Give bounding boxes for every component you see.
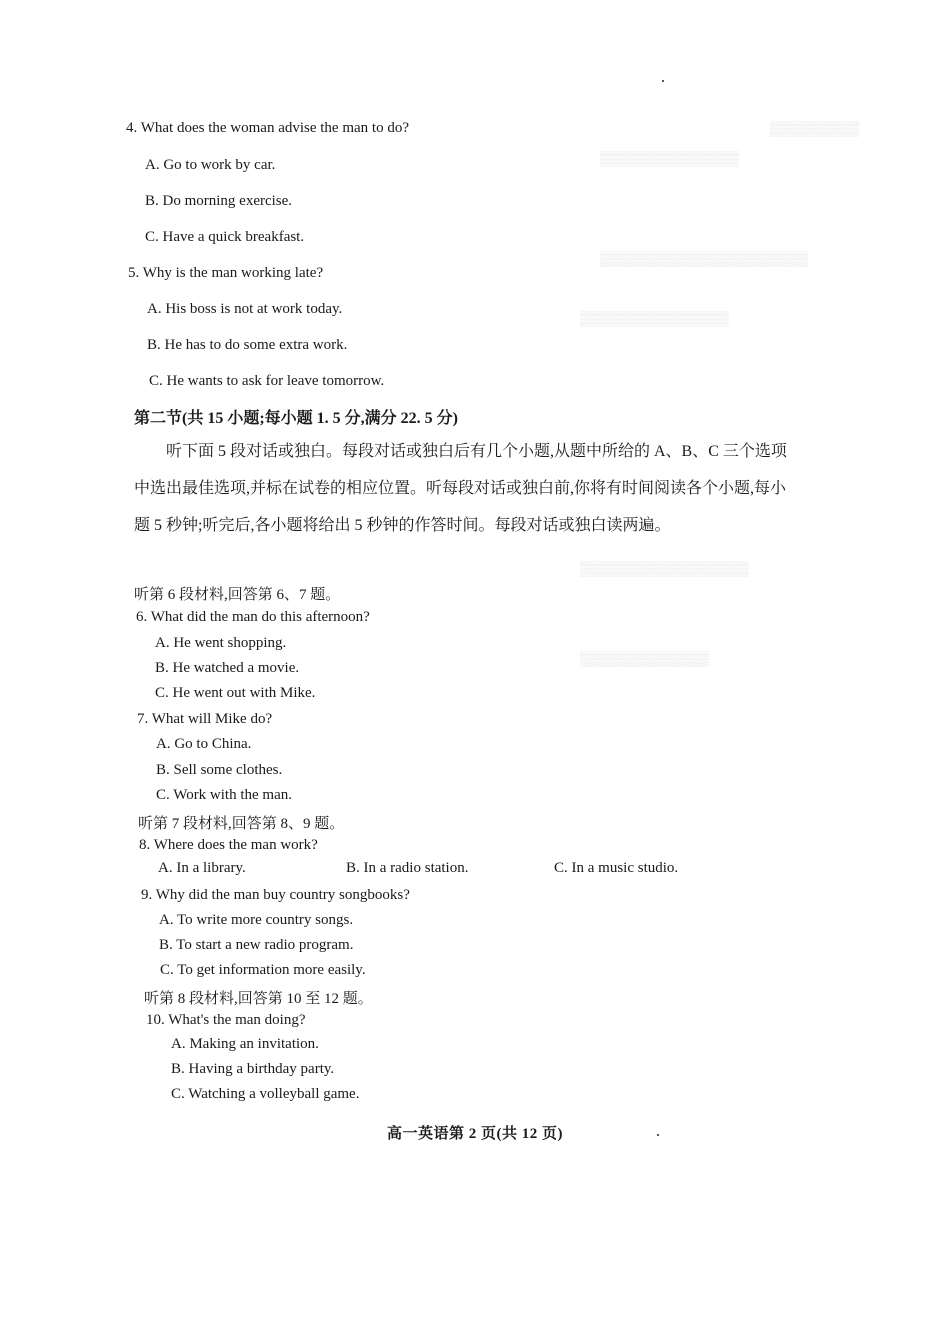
bleed-through: ▒▒▒▒▒▒▒▒▒▒▒▒▒▒ <box>600 150 739 166</box>
question-4-option-a[interactable]: A. Go to work by car. <box>145 157 276 173</box>
question-9-option-b[interactable]: B. To start a new radio program. <box>159 937 354 953</box>
question-8-option-b[interactable]: B. In a radio station. <box>346 860 469 876</box>
question-5-option-a[interactable]: A. His boss is not at work today. <box>147 301 343 317</box>
question-10-option-a[interactable]: A. Making an invitation. <box>171 1036 319 1052</box>
question-7-option-a[interactable]: A. Go to China. <box>156 736 252 752</box>
question-8-option-c[interactable]: C. In a music studio. <box>554 860 679 876</box>
section-2-heading: 第二节(共 15 小题;每小题 1. 5 分,满分 22. 5 分) <box>134 410 458 427</box>
question-9-option-a[interactable]: A. To write more country songs. <box>159 912 354 928</box>
question-6-option-c[interactable]: C. He went out with Mike. <box>155 685 316 701</box>
section-2-instructions-text: 听下面 5 段对话或独白。每段对话或独白后有几个小题,从题中所给的 A、B、C 三个选项中选出最佳选项,并标在试卷的相应位置。听每段对话或独白前,你将有时间阅读各个小题,每小题 5 秒钟;听完后,各小题将给出 5 秒钟的作答时间。每段对话或独白读两遍。 <box>134 443 787 534</box>
question-5-option-b[interactable]: B. He has to do some extra work. <box>147 337 348 353</box>
question-10-option-c[interactable]: C. Watching a volleyball game. <box>171 1086 360 1102</box>
question-7-option-b[interactable]: B. Sell some clothes. <box>156 762 283 778</box>
bleed-through: ▒▒▒▒▒▒▒▒▒▒▒▒▒▒▒▒▒ <box>580 560 749 576</box>
material-7-instruction: 听第 7 段材料,回答第 8、9 题。 <box>138 816 345 832</box>
question-4-option-c[interactable]: C. Have a quick breakfast. <box>145 229 305 245</box>
bleed-through: ▒▒▒▒▒▒▒▒▒ <box>770 120 860 136</box>
question-7-stem: 7. What will Mike do? <box>137 711 273 727</box>
question-9-stem: 9. Why did the man buy country songbooks? <box>141 887 410 903</box>
question-9-option-c[interactable]: C. To get information more easily. <box>160 962 366 978</box>
material-6-instruction: 听第 6 段材料,回答第 6、7 题。 <box>134 587 341 603</box>
question-5-stem: 5. Why is the man working late? <box>128 265 324 281</box>
bleed-through: ▒▒▒▒▒▒▒▒▒▒▒▒▒▒▒▒▒▒▒▒▒ <box>600 250 809 266</box>
question-4-option-b[interactable]: B. Do morning exercise. <box>145 193 293 209</box>
scan-speck <box>662 80 664 82</box>
material-8-instruction: 听第 8 段材料,回答第 10 至 12 题。 <box>144 991 373 1007</box>
question-6-stem: 6. What did the man do this afternoon? <box>136 609 370 625</box>
question-10-option-b[interactable]: B. Having a birthday party. <box>171 1061 335 1077</box>
question-8-option-a[interactable]: A. In a library. <box>158 860 246 876</box>
question-7-option-c[interactable]: C. Work with the man. <box>156 787 293 803</box>
bleed-through: ▒▒▒▒▒▒▒▒▒▒▒▒▒ <box>580 650 709 666</box>
question-8-stem: 8. Where does the man work? <box>139 837 318 853</box>
question-10-stem: 10. What's the man doing? <box>146 1012 306 1028</box>
question-6-option-b[interactable]: B. He watched a movie. <box>155 660 300 676</box>
page-footer: 高一英语第 2 页(共 12 页) <box>387 1126 563 1142</box>
question-6-option-a[interactable]: A. He went shopping. <box>155 635 287 651</box>
question-5-option-c[interactable]: C. He wants to ask for leave tomorrow. <box>149 373 385 389</box>
bleed-through: ▒▒▒▒▒▒▒▒▒▒▒▒▒▒▒ <box>580 310 729 326</box>
question-4-stem: 4. What does the woman advise the man to do? <box>126 120 409 136</box>
section-2-instructions <box>134 433 794 544</box>
